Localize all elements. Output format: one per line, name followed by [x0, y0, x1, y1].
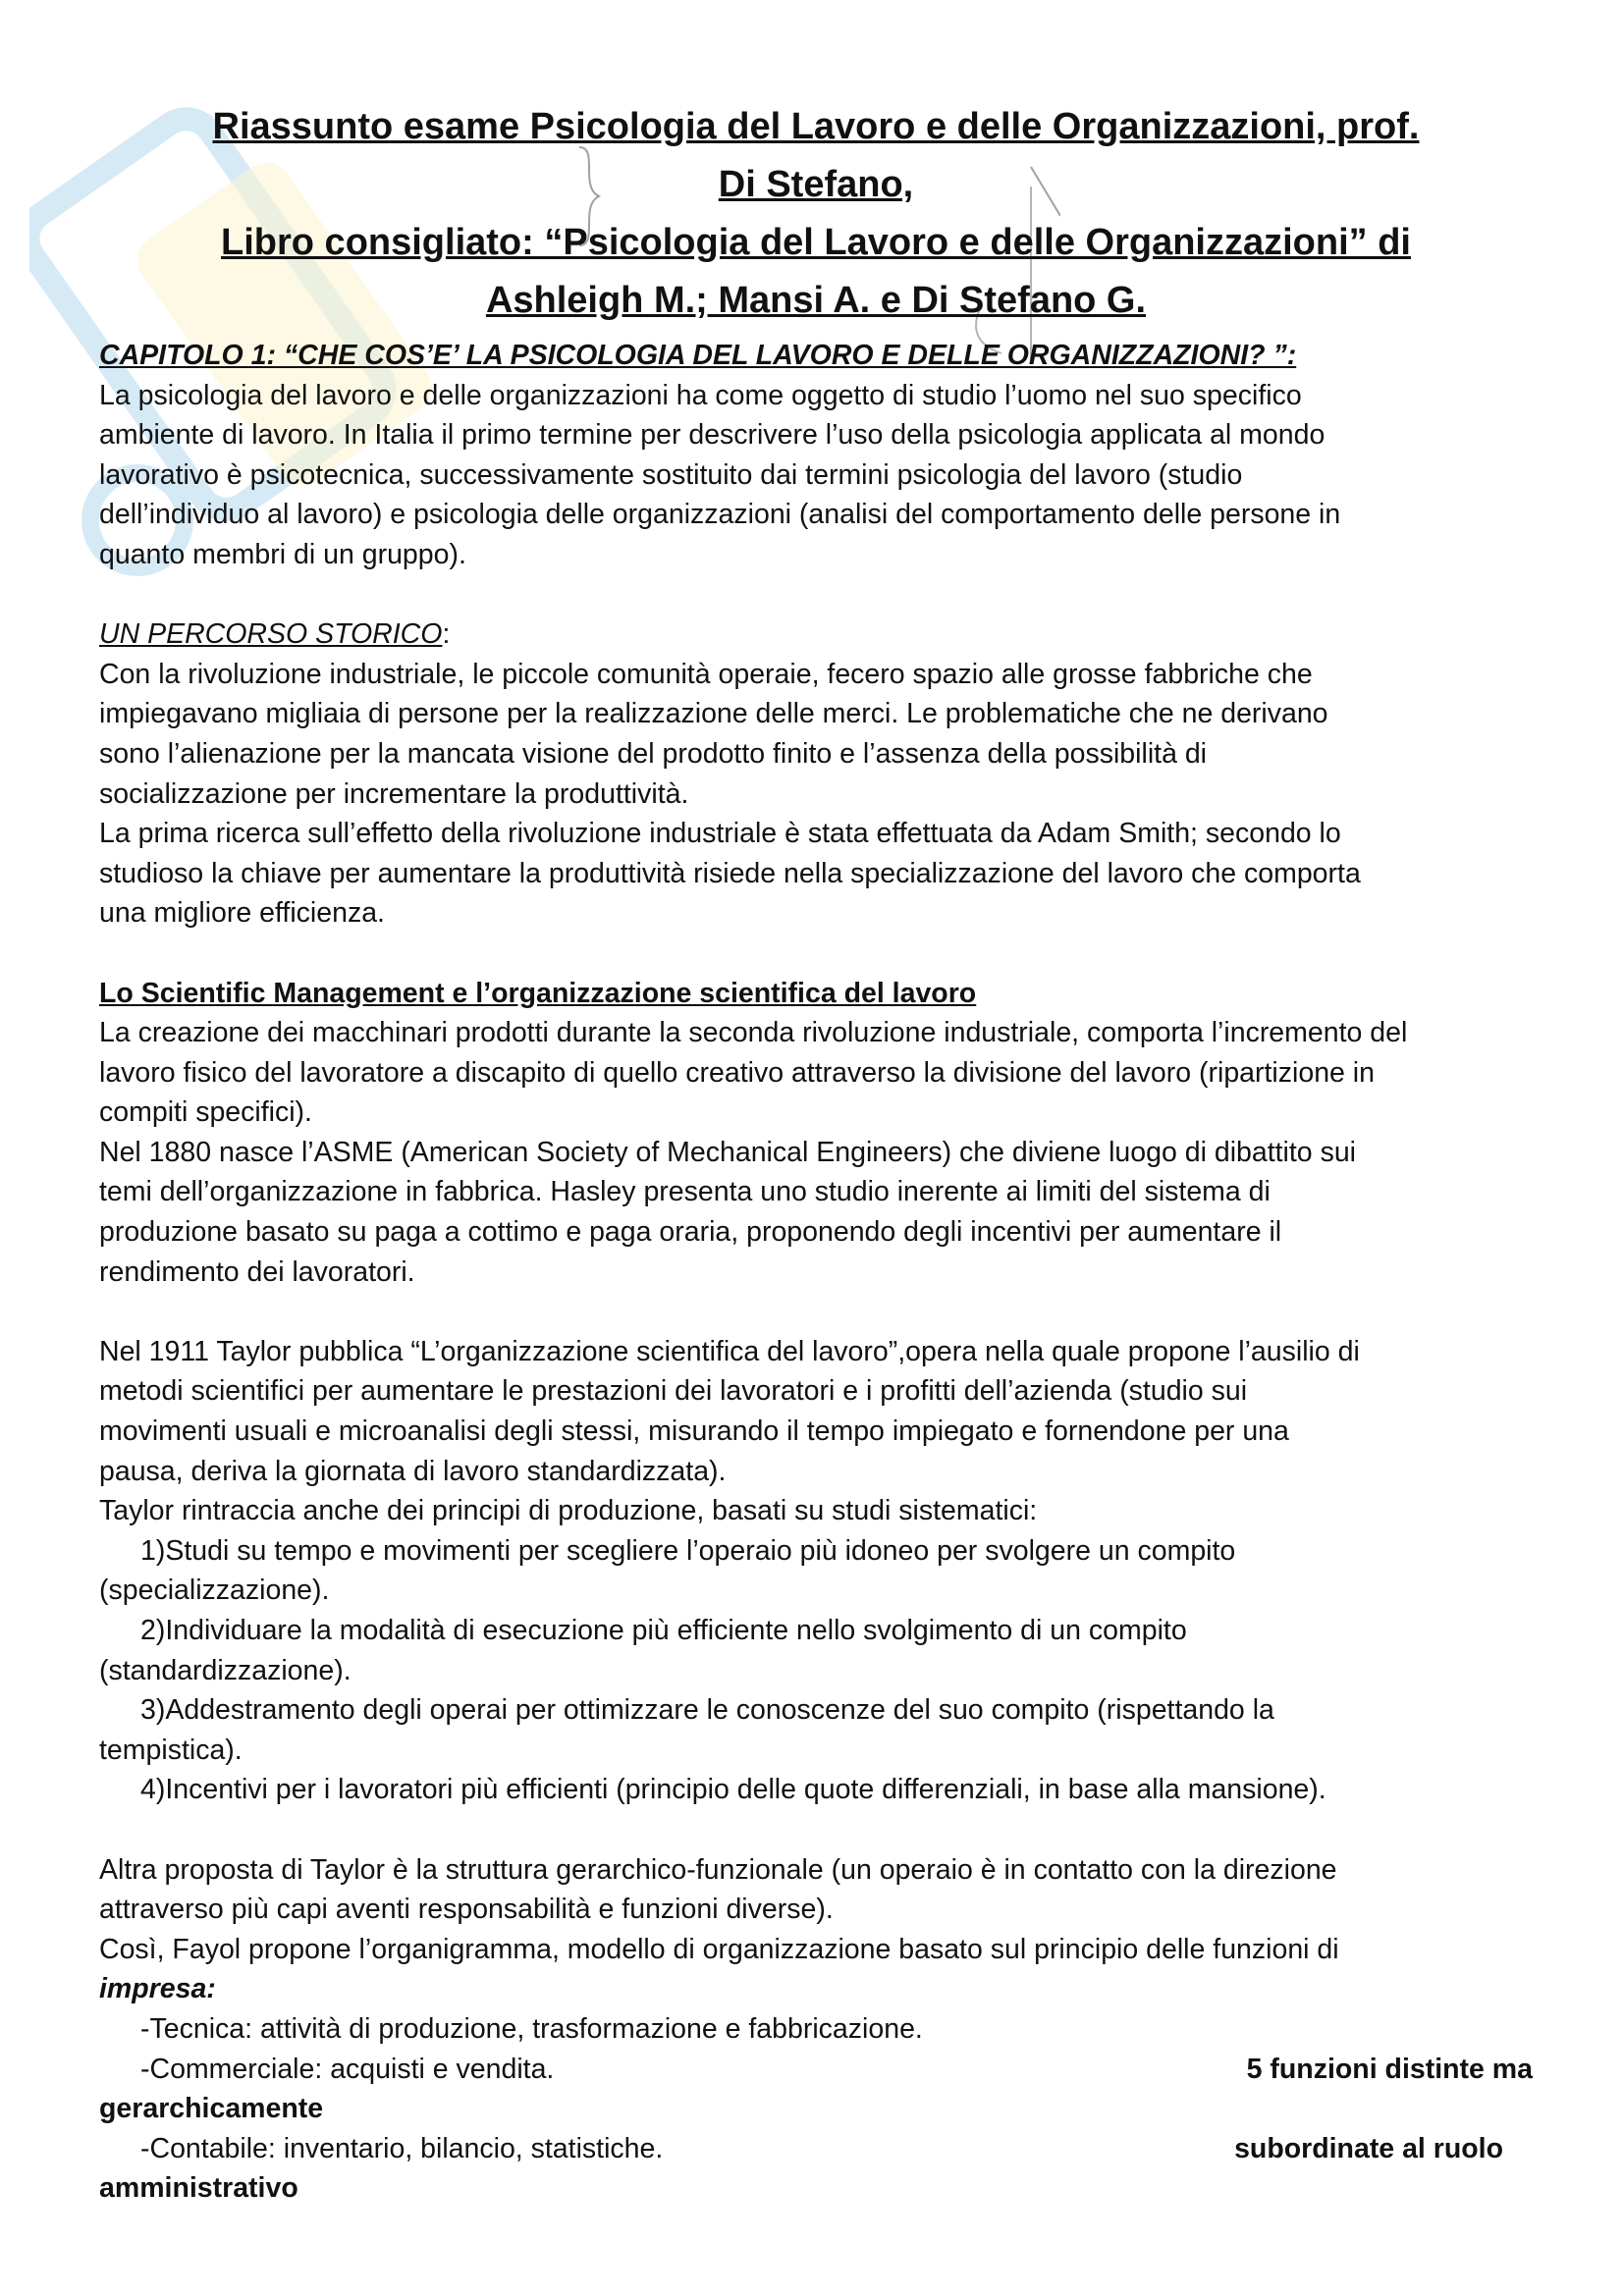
text-line: La psicologia del lavoro e delle organizzazioni ha come oggetto di studio l’uomo nel suo specifico — [99, 379, 1302, 411]
list-item: 2)Individuare la modalità di esecuzione più efficiente nello svolgimento di un compito — [140, 1615, 1187, 1646]
storico-heading-text: UN PERCORSO STORICO — [99, 618, 443, 651]
functions-note-2: subordinate al ruolo — [1234, 2132, 1503, 2164]
text-line: temi dell’organizzazione in fabbrica. Hasley presenta uno studio inerente ai limiti del sistema di — [99, 1176, 1271, 1208]
text-line: La prima ricerca sull’effetto della rivoluzione industriale è stata effettuata da Adam Smith; secondo lo — [99, 818, 1341, 850]
functions-note-cont-2: amministrativo — [99, 2172, 298, 2205]
text-line: pausa, deriva la giornata di lavoro standardizzata). — [99, 1455, 727, 1487]
functions-list — [99, 2009, 1533, 2209]
text-line: studioso la chiave per aumentare la produttività risiede nella specializzazione del lavoro che comporta — [99, 857, 1361, 889]
storico-paragraph-1 — [99, 655, 1533, 814]
title-line-2: Di Stefano, — [718, 164, 914, 205]
text-line: produzione basato su paga a cottimo e paga oraria, proponendo degli incentivi per aumentare il — [99, 1216, 1282, 1249]
text-line: lavoro fisico del lavoratore a discapito di quello creativo attraverso la divisione del lavoro (ripartizione in — [99, 1056, 1375, 1089]
text-line: socializzazione per incrementare la produttività. — [99, 777, 689, 810]
list-item-cont: (specializzazione). — [99, 1575, 330, 1607]
text-line: Altra proposta di Taylor è la struttura gerarchico-funzionale (un operaio è in contatto con la direzione — [99, 1853, 1337, 1886]
text-line: attraverso più capi aventi responsabilità e funzioni diverse). — [99, 1894, 834, 1926]
function-item-commerciale: -Commerciale: acquisti e vendita. — [140, 2053, 555, 2085]
text-line: impiegavano migliaia di persone per la realizzazione delle merci. Le problematiche che ne derivano — [99, 698, 1328, 730]
function-item-contabile: -Contabile: inventario, bilancio, statistiche. — [140, 2132, 664, 2164]
list-item-cont: tempistica). — [99, 1734, 243, 1766]
text-line: Taylor rintraccia anche dei principi di produzione, basati su studi sistematici: — [99, 1495, 1038, 1527]
text-line: dell’individuo al lavoro) e psicologia delle organizzazioni (analisi del comportamento delle persone in — [99, 499, 1341, 531]
function-item-tecnica: -Tecnica: attività di produzione, trasformazione e fabbricazione. — [140, 2012, 923, 2045]
scientific-paragraph-4 — [99, 1850, 1533, 2009]
list-item-cont: (standardizzazione). — [99, 1654, 352, 1686]
text-line: Con la rivoluzione industriale, le piccole comunità operaie, fecero spazio alle grosse fabbriche che — [99, 658, 1313, 690]
list-item: 4)Incentivi per i lavoratori più efficienti (principio delle quote differenziali, in base alla mansione). — [140, 1774, 1326, 1806]
text-line: compiti specifici). — [99, 1096, 312, 1129]
principles-list — [99, 1531, 1533, 1810]
scientific-paragraph-2 — [99, 1133, 1533, 1292]
text-line: impresa: — [99, 1973, 216, 2005]
text-line: lavorativo è psicotecnica, successivamente sostituito dai termini psicologia del lavoro (studio — [99, 458, 1243, 491]
functions-note-1: 5 funzioni distinte ma — [1246, 2053, 1533, 2085]
functions-note-cont-1: gerarchicamente — [99, 2093, 324, 2125]
title-line-1: Riassunto esame Psicologia del Lavoro e delle Organizzazioni, prof. — [212, 106, 1420, 147]
text-line: una migliore efficienza. — [99, 897, 385, 930]
scientific-paragraph-1 — [99, 1013, 1533, 1133]
scientific-paragraph-3 — [99, 1332, 1533, 1531]
text-line: rendimento dei lavoratori. — [99, 1255, 415, 1288]
text-line: Così, Fayol propone l’organigramma, modello di organizzazione basato sul principio delle funzioni di — [99, 1933, 1339, 1965]
text-line: La creazione dei macchinari prodotti durante la seconda rivoluzione industriale, comporta l’incremento del — [99, 1017, 1408, 1049]
text-line: metodi scientifici per aumentare le prestazioni dei lavoratori e i profitti dell’azienda (studio sui — [99, 1375, 1248, 1408]
storico-heading: UN PERCORSO STORICO: — [99, 618, 451, 651]
scientific-heading: Lo Scientific Management e l’organizzazione scientifica del lavoro — [99, 977, 977, 1009]
storico-paragraph-2 — [99, 814, 1533, 934]
document-title — [99, 98, 1533, 330]
list-item: 1)Studi su tempo e movimenti per scegliere l’operaio più idoneo per svolgere un compito — [140, 1534, 1236, 1567]
text-line: quanto membri di un gruppo). — [99, 538, 466, 570]
title-line-3: Libro consigliato: “Psicologia del Lavoro e delle Organizzazioni” di — [221, 222, 1411, 263]
text-line: Nel 1911 Taylor pubblica “L’organizzazione scientifica del lavoro”,opera nella quale propone l’ausilio di — [99, 1335, 1360, 1367]
text-line: sono l’alienazione per la mancata visione del prodotto finito e l’assenza della possibilità di — [99, 737, 1208, 770]
list-item: 3)Addestramento degli operai per ottimizzare le conoscenze del suo compito (rispettando la — [140, 1694, 1274, 1727]
text-line: Nel 1880 nasce l’ASME (American Society of Mechanical Engineers) che diviene luogo di dibattito sui — [99, 1136, 1357, 1168]
title-line-4: Ashleigh M.; Mansi A. e Di Stefano G. — [485, 280, 1147, 321]
document-page — [99, 98, 1533, 2209]
chapter-1-heading: CAPITOLO 1: “CHE COS’E’ LA PSICOLOGIA DEL LAVORO E DELLE ORGANIZZAZIONI? ”: — [99, 340, 1297, 371]
chapter-1-paragraph — [99, 376, 1533, 575]
text-line: ambiente di lavoro. In Italia il primo termine per descrivere l’uso della psicologia applicata al mondo — [99, 419, 1325, 452]
text-line: movimenti usuali e microanalisi degli stessi, misurando il tempo impiegato e fornendone per una — [99, 1415, 1289, 1448]
